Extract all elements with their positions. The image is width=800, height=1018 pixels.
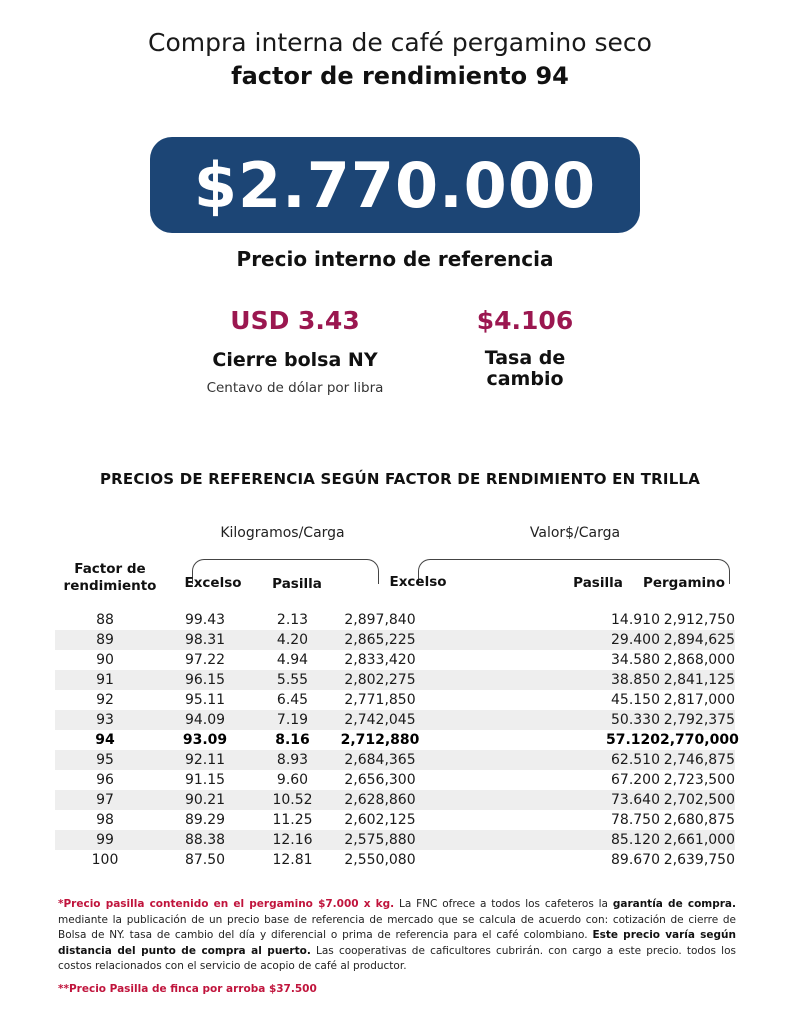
table-row	[55, 650, 735, 670]
reference-price-label: Precio interno de referencia	[236, 247, 554, 271]
cell-factor: 96	[96, 772, 114, 788]
cell-pasilla-value: 85.120	[611, 832, 660, 848]
cell-excelso-kg: 89.29	[184, 812, 226, 828]
cell-pasilla-kg: 10.52	[272, 792, 313, 808]
cell-pasilla-kg: 8.93	[276, 752, 309, 768]
page-title: Compra interna de café pergamino seco	[148, 28, 652, 57]
cell-excelso-kg: 97.22	[184, 652, 226, 668]
cell-excelso-kg: 99.43	[184, 612, 226, 628]
reference-price-box	[150, 137, 640, 233]
cell-factor: 97	[96, 792, 114, 808]
cell-factor: 100	[91, 852, 119, 868]
cell-excelso-value: 2,897,840	[344, 612, 416, 628]
cell-factor: 94	[95, 732, 115, 748]
cell-pasilla-value: 62.510	[611, 752, 660, 768]
cell-pergamino-value: 2,841,125	[663, 672, 735, 688]
cell-pergamino-value: 2,894,625	[663, 632, 735, 648]
cell-pasilla-value: 89.670	[611, 852, 660, 868]
cell-pasilla-kg: 2.13	[276, 612, 309, 628]
cell-pergamino-value: 2,746,875	[663, 752, 735, 768]
header-pasilla-kg: Pasilla	[272, 576, 322, 592]
cell-pasilla-value: 34.580	[611, 652, 660, 668]
cell-pergamino-value: 2,723,500	[663, 772, 735, 788]
footnote-2: **Precio Pasilla de finca por arroba $37.500	[58, 983, 317, 995]
cell-excelso-value: 2,771,850	[344, 692, 416, 708]
cell-factor: 98	[96, 812, 114, 828]
cell-factor: 88	[96, 612, 114, 628]
cell-pasilla-kg: 9.60	[276, 772, 309, 788]
cell-excelso-kg: 95.11	[184, 692, 226, 708]
cell-pergamino-value: 2,770,000	[660, 732, 739, 748]
cell-factor: 90	[96, 652, 114, 668]
cell-excelso-kg: 92.11	[184, 752, 226, 768]
exchange-rate-label	[450, 348, 600, 390]
reference-price-table	[55, 610, 739, 870]
table-row	[55, 750, 735, 770]
cell-pergamino-value: 2,639,750	[663, 852, 735, 868]
cell-pergamino-value: 2,912,750	[663, 612, 735, 628]
table-row	[55, 810, 735, 830]
cell-excelso-value: 2,684,365	[344, 752, 416, 768]
cell-pasilla-kg: 12.16	[272, 832, 313, 848]
cell-excelso-value: 2,656,300	[344, 772, 416, 788]
cell-factor: 89	[96, 632, 114, 648]
cell-pasilla-value: 57.120	[605, 732, 660, 748]
header-factor	[55, 561, 165, 595]
table-row	[55, 790, 735, 810]
cell-pasilla-kg: 12.81	[272, 852, 313, 868]
table-row	[55, 690, 735, 710]
cell-pergamino-value: 2,661,000	[663, 832, 735, 848]
table-row	[55, 770, 735, 790]
cell-pasilla-value: 38.850	[611, 672, 660, 688]
cell-pergamino-value: 2,792,375	[663, 712, 735, 728]
cell-pasilla-value: 73.640	[611, 792, 660, 808]
group-header-value: Valor$/Carga	[529, 525, 621, 541]
footnote-1-text-e: Las cooperativas de caficultores cubrirán. con cargo a este precio. todos los costos relacionados con el servicio de acopio de café al productor.	[58, 944, 736, 972]
page-subtitle: factor de rendimiento 94	[231, 62, 569, 90]
ny-close-unit: Centavo de dólar por libra	[206, 380, 384, 396]
table-row	[55, 670, 735, 690]
footnote-1-text-a: La FNC ofrece a todos los cafeteros la	[394, 898, 613, 910]
ny-close-label: Cierre bolsa NY	[212, 349, 378, 371]
footnote-1-highlight: *Precio pasilla contenido en el pergamino $7.000 x kg.	[58, 898, 395, 910]
table-row	[55, 730, 739, 750]
footnote-1	[58, 897, 736, 975]
cell-factor: 91	[96, 672, 114, 688]
table-row	[55, 850, 735, 870]
cell-excelso-value: 2,602,125	[344, 812, 416, 828]
cell-pasilla-value: 67.200	[611, 772, 660, 788]
cell-pasilla-kg: 8.16	[275, 732, 310, 748]
cell-excelso-value: 2,628,860	[344, 792, 416, 808]
cell-excelso-kg: 98.31	[184, 632, 226, 648]
cell-excelso-kg: 88.38	[184, 832, 226, 848]
cell-excelso-value: 2,802,275	[344, 672, 416, 688]
cell-excelso-value: 2,833,420	[344, 652, 416, 668]
cell-pasilla-value: 78.750	[611, 812, 660, 828]
cell-pasilla-value: 14.910	[611, 612, 660, 628]
reference-price-value: $2.770.000	[193, 148, 597, 222]
table-row	[55, 710, 735, 730]
cell-excelso-value: 2,742,045	[344, 712, 416, 728]
cell-pergamino-value: 2,868,000	[663, 652, 735, 668]
cell-pasilla-kg: 4.20	[276, 632, 309, 648]
exchange-rate-value: $4.106	[476, 306, 574, 335]
cell-excelso-kg: 87.50	[184, 852, 226, 868]
group-header-kilograms: Kilogramos/Carga	[220, 525, 345, 541]
cell-factor: 93	[96, 712, 114, 728]
header-excelso-value: Excelso	[389, 574, 447, 590]
header-factor-line2: rendimiento	[63, 578, 157, 594]
cell-pergamino-value: 2,702,500	[663, 792, 735, 808]
cell-pasilla-value: 29.400	[611, 632, 660, 648]
cell-pergamino-value: 2,817,000	[663, 692, 735, 708]
cell-excelso-value: 2,575,880	[344, 832, 416, 848]
cell-pasilla-value: 50.330	[611, 712, 660, 728]
cell-pasilla-value: 45.150	[611, 692, 660, 708]
cell-excelso-kg: 94.09	[184, 712, 226, 728]
footnote-1-text-c: mediante la publicación de un precio base de referencia de mercado que se calcula de acuerdo con: cotización de cierre de Bolsa de NY. tasa de cambio del día y diferencial o prima de referencia para el café colombiano.	[58, 913, 736, 941]
cell-pasilla-kg: 6.45	[276, 692, 309, 708]
cell-excelso-kg: 91.15	[184, 772, 226, 788]
cell-pasilla-kg: 11.25	[272, 812, 313, 828]
cell-excelso-kg: 93.09	[182, 732, 228, 748]
cell-pergamino-value: 2,680,875	[663, 812, 735, 828]
cell-excelso-value: 2,712,880	[340, 732, 420, 748]
cell-excelso-kg: 90.21	[184, 792, 226, 808]
header-pergamino-value: Pergamino	[642, 575, 726, 591]
cell-factor: 92	[96, 692, 114, 708]
cell-pasilla-kg: 5.55	[276, 672, 309, 688]
footnote-1-text-b: garantía de compra.	[612, 898, 737, 910]
cell-excelso-value: 2,550,080	[344, 852, 416, 868]
cell-excelso-value: 2,865,225	[344, 632, 416, 648]
table-row	[55, 830, 735, 850]
cell-factor: 99	[96, 832, 114, 848]
table-row	[55, 630, 735, 650]
exchange-rate-label-line2: cambio	[486, 368, 564, 390]
header-factor-line1: Factor de	[74, 561, 146, 577]
cell-pasilla-kg: 7.19	[276, 712, 309, 728]
table-row	[55, 610, 735, 630]
cell-factor: 95	[96, 752, 114, 768]
cell-pasilla-kg: 4.94	[276, 652, 309, 668]
cell-excelso-kg: 96.15	[184, 672, 226, 688]
ny-close-value: USD 3.43	[230, 306, 360, 335]
footnote-1-text-d: Este precio varía según distancia del punto de compra al puerto.	[58, 929, 736, 957]
header-pasilla-value: Pasilla	[573, 575, 623, 591]
table-section-title: PRECIOS DE REFERENCIA SEGÚN FACTOR DE RENDIMIENTO EN TRILLA	[99, 470, 701, 488]
header-excelso-kg: Excelso	[184, 575, 242, 591]
exchange-rate-label-line1: Tasa de	[484, 347, 566, 369]
